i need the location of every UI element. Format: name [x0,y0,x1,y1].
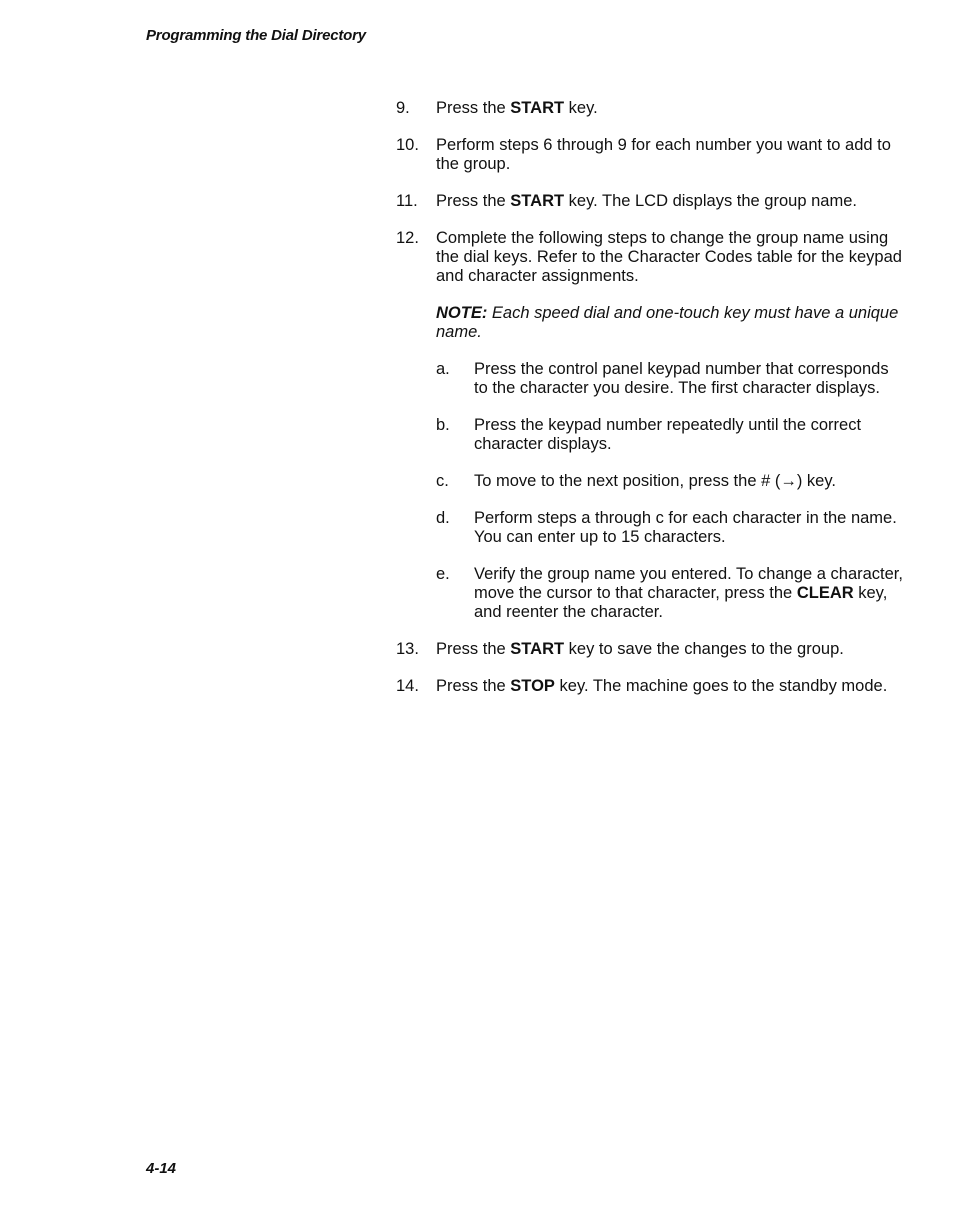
step-text: Press the START key to save the changes to the group. [436,640,844,658]
substep-text: Press the control panel keypad number that corresponds to the character you desire. The first character displays. [474,360,889,397]
substep-letter: e. [436,565,450,583]
substep-e [436,565,906,622]
substep-text: Perform steps a through c for each character in the name. You can enter up to 15 characters. [474,509,897,546]
substep-d [436,509,906,547]
key-name: STOP [510,677,555,695]
substep-list [436,360,906,622]
page-number: 4-14 [146,1160,177,1177]
step-text: Complete the following steps to change the group name using the dial keys. Refer to the Character Codes table for the keypad and character assignments. [436,229,902,285]
step-number: 9. [396,99,410,117]
substep-c [436,472,906,491]
substep-letter: c. [436,472,449,490]
step-9 [396,99,906,118]
step-10 [396,136,906,174]
step-number: 14. [396,677,419,695]
key-name: CLEAR [796,584,854,602]
step-number: 11. [396,192,418,210]
substep-text: To move to the next position, press the # (→) key. [474,472,836,490]
note [436,304,906,342]
step-number: 10. [396,136,419,154]
step-text: Perform steps 6 through 9 for each number you want to add to the group. [436,136,891,173]
key-name: START [510,99,565,117]
step-14 [396,677,906,696]
step-13 [396,640,906,659]
procedure-steps [396,99,906,714]
step-11 [396,192,906,211]
key-name: START [510,640,565,658]
substep-a [436,360,906,398]
step-text: Press the STOP key. The machine goes to the standby mode. [436,677,888,695]
key-name: START [510,192,565,210]
substep-letter: b. [436,416,450,434]
step-12 [396,229,906,622]
running-header: Programming the Dial Directory [146,27,366,44]
substep-letter: a. [436,360,450,378]
step-text: Press the START key. [436,99,598,117]
step-number: 12. [396,229,419,247]
substep-text: Press the keypad number repeatedly until the correct character displays. [474,416,862,453]
substep-text: Verify the group name you entered. To change a character, move the cursor to that character, press the CLEAR key, and reenter the character. [474,565,903,621]
note-text: Each speed dial and one-touch key must have a unique name. [436,304,899,341]
note-label: NOTE: [436,304,488,322]
step-number: 13. [396,640,419,658]
substep-letter: d. [436,509,450,527]
substep-b [436,416,906,454]
step-text: Press the START key. The LCD displays the group name. [436,192,857,210]
